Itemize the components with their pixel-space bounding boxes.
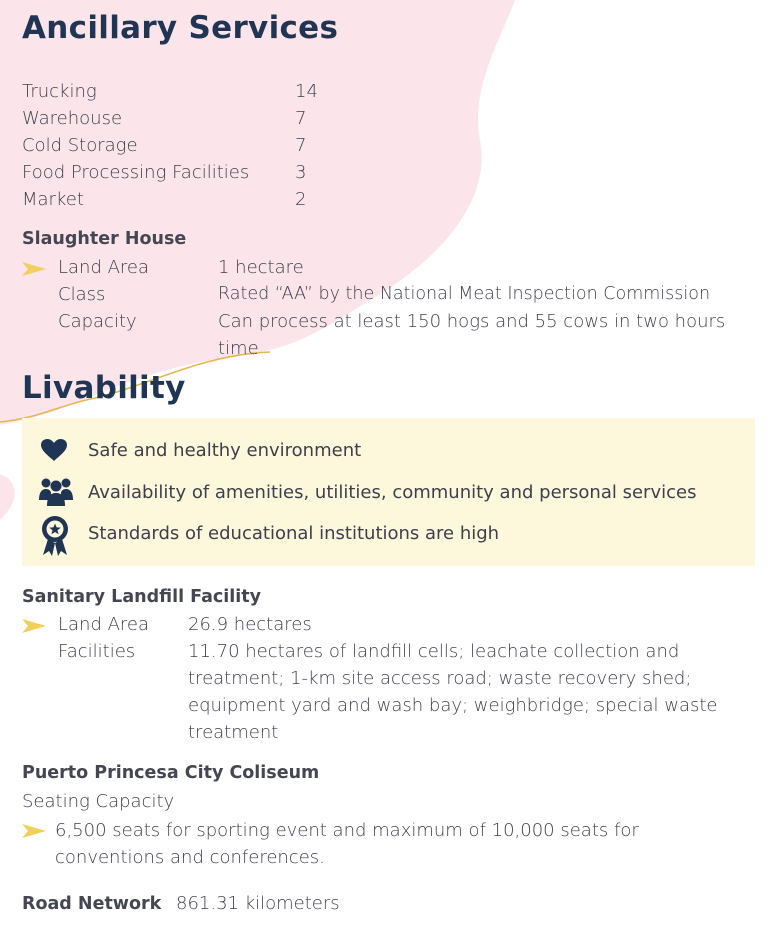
landfill-land-value: 26.9 hectares [188,614,312,635]
pink-blob-dots [0,474,15,520]
landfill-title: Sanitary Landfill Facility [22,587,262,607]
livability-item-3: Standards of educational institutions are high [88,523,500,544]
arrow-bullet-icon [22,824,46,838]
ancillary-value-food-processing: 3 [295,162,307,183]
landfill-facilities-value: 11.70 hectares of landfill cells; leachate collection and treatment; 1-km site access road; waste recovery shed; equipment yard and wash bay; weighbridge; special waste treatment [188,641,718,743]
arrow-bullet-icon [22,619,46,633]
award-ribbon-icon [40,515,70,557]
coliseum-text: 6,500 seats for sporting event and maximum of 10,000 seats for conventions and conferences. [55,820,639,868]
slaughter-capacity-label: Capacity [58,311,137,332]
ancillary-title: Ancillary Services [22,10,339,46]
people-icon [38,476,74,506]
ancillary-label-trucking: Trucking [22,81,97,102]
slaughter-class-value: Rated “AA” by the National Meat Inspection Commission [218,284,711,304]
ancillary-label-cold-storage: Cold Storage [22,135,138,156]
landfill-land-label: Land Area [58,614,150,635]
ancillary-value-trucking: 14 [295,81,318,102]
slaughter-capacity-value: Can process at least 150 hogs and 55 cows in two hours time [218,311,726,359]
livability-item-1: Safe and healthy environment [88,440,362,461]
ancillary-label-market: Market [22,189,84,210]
ancillary-value-warehouse: 7 [295,108,307,129]
ancillary-value-cold-storage: 7 [295,135,307,156]
slaughter-class-label: Class [58,284,106,305]
slaughter-land-label: Land Area [58,257,150,278]
slaughter-house-title: Slaughter House [22,229,187,249]
arrow-bullet-icon [22,262,46,276]
ancillary-value-market: 2 [295,189,307,210]
landfill-facilities-label: Facilities [58,641,136,662]
ancillary-label-warehouse: Warehouse [22,108,123,129]
ancillary-label-food-processing: Food Processing Facilities [22,162,250,183]
livability-title: Livability [22,370,186,406]
slaughter-land-value: 1 hectare [218,257,304,278]
road-network-value: 861.31 kilometers [176,893,340,914]
livability-item-2: Availability of amenities, utilities, community and personal services [88,482,697,503]
heart-icon [40,438,68,462]
coliseum-title: Puerto Princesa City Coliseum [22,763,320,783]
road-network-label: Road Network [22,894,162,914]
coliseum-subtitle: Seating Capacity [22,791,175,812]
